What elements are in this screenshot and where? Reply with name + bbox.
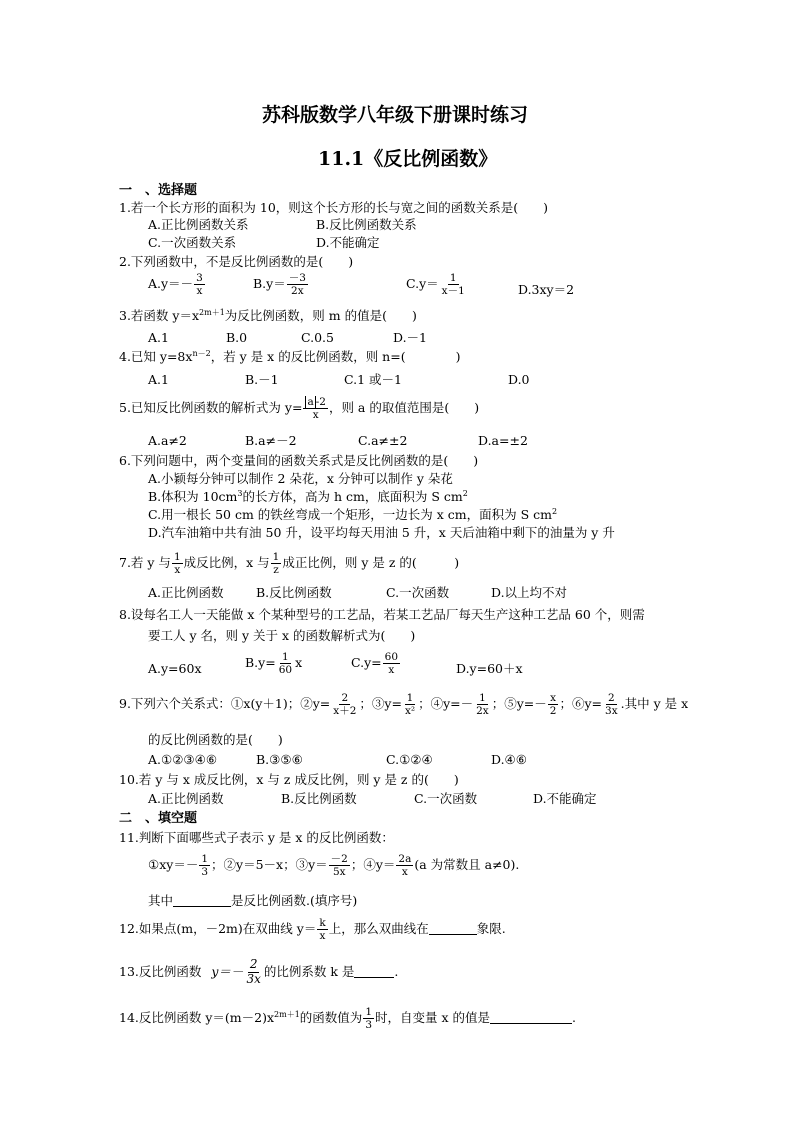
q12-blank[interactable]	[429, 922, 477, 935]
page-subtitle: 11.1《反比例函数》	[318, 148, 498, 170]
q3-option-a: A.1	[148, 330, 169, 345]
q5-option-d: D.a=±2	[478, 433, 528, 448]
q10-option-b: B.反比例函数	[281, 791, 357, 806]
q6-option-b: B.体积为 $10cm^3$的长方体，高为 h cm，底面积为 S $cm^2$	[148, 489, 468, 504]
q7-option-a: A.正比例函数	[148, 585, 224, 600]
q14-blank[interactable]	[490, 1011, 572, 1024]
q4-option-a: A.1	[148, 372, 169, 387]
q9-option-c: C.①②④	[386, 752, 433, 767]
q10-option-c: C.一次函数	[414, 791, 478, 806]
q4-option-d: D.0	[508, 372, 530, 387]
q7-option-b: B.反比例函数	[256, 585, 332, 600]
q4-option-c: C.1 或－1	[344, 372, 402, 387]
question-2-stem: 2.下列函数中，不是反比例函数的是( )	[119, 254, 354, 269]
question-14: 14.反比例函数 $y=(m-2)x^{2m+1}$的函数值为 $\frac{1}{3}$ 时，自变量 x 的值是 .	[119, 1006, 576, 1032]
q8-option-a: A.y=60x	[148, 661, 202, 676]
q13-blank[interactable]	[354, 965, 394, 978]
q5-option-a: A.a≠2	[148, 433, 187, 448]
q9-option-d: D.④⑥	[491, 752, 527, 767]
question-1-stem: 1.若一个长方形的面积为 10，则这个长方形的长与宽之间的函数关系是( )	[119, 200, 549, 215]
q8-option-c: C.y= $\frac{60}{x}$	[351, 651, 399, 677]
question-11-stem: 11.判断下面哪些式子表示 y 是 x 的反比例函数：	[119, 830, 394, 845]
question-4-stem: 4.已知 $y=8x^{n-2}$，若 y 是 x 的反比例函数，则 n=( )	[119, 349, 461, 364]
q6-option-a: A.小颖每分钟可以制作 2 朵花，x 分钟可以制作 y 朵花	[148, 471, 453, 486]
q2-option-b: B.y＝ $\frac{-3}{2x}$	[253, 272, 306, 298]
q4-option-b: B.－1	[245, 372, 279, 387]
q11-blank[interactable]	[173, 894, 231, 907]
q2-option-d: D.3xy＝2	[518, 282, 575, 297]
question-13: 13.反比例函数 y＝－ $\frac{2}{3x}$ 的比例系数 k 是 .	[119, 957, 399, 986]
question-6-stem: 6.下列问题中，两个变量间的函数关系式是反比例函数的是( )	[119, 453, 479, 468]
q9-option-a: A.①②③④⑥	[148, 752, 218, 767]
question-8-stem-line2: 要工人 y 名，则 y 关于 x 的函数解析式为( )	[148, 628, 416, 643]
section-heading-fill: 二 、填空题	[119, 811, 198, 826]
q7-option-c: C.一次函数	[386, 585, 450, 600]
section-heading-choice: 一 、选择题	[119, 183, 198, 198]
question-12: 12.如果点(m，－2m)在双曲线 y＝ $\frac{k}{x}$ 上，那么双曲线在 象限.	[119, 917, 506, 943]
q1-option-c: C.一次函数关系	[148, 235, 237, 250]
question-3-stem: 3.若函数 $y=x^{2m+1}$为反比例函数，则 m 的值是( )	[119, 308, 417, 323]
question-7-stem: 7.若 y 与 $\frac{1}{x}$ 成反比例，x 与 $\frac{1}{z}$ 成正比例，则 y 是 z 的( )	[119, 551, 460, 577]
q2-option-a: A.y＝－ $\frac{3}{x}$	[148, 272, 203, 298]
q6-option-d: D.汽车油箱中共有油 50 升，设平均每天用油 5 升，x 天后油箱中剩下的油量为 y 升	[148, 525, 615, 540]
q8-option-b: B.y= $\frac{1}{60}$ x	[245, 651, 303, 677]
q8-option-d: D.y=60＋x	[456, 661, 523, 676]
q3-option-c: C.0.5	[301, 330, 334, 345]
question-9-stem-line2: 的反比例函数的是( )	[148, 732, 283, 747]
q10-option-a: A.正比例函数	[148, 791, 224, 806]
page-title: 苏科版数学八年级下册课时练习	[262, 104, 529, 126]
q5-option-b: B.a≠－2	[245, 433, 297, 448]
question-10-stem: 10.若 y 与 x 成反比例，x 与 z 成反比例，则 y 是 z 的( )	[119, 772, 459, 787]
q9-option-b: B.③⑤⑥	[256, 752, 303, 767]
q3-option-d: D.－1	[393, 330, 428, 345]
question-5-stem: 5.已知反比例函数的解析式为 y= $\frac{a -2}{x}$ ，则 a 的取值范围是( )	[119, 396, 480, 422]
q1-option-b: B.反比例函数关系	[316, 217, 417, 232]
q7-option-d: D.以上均不对	[491, 585, 568, 600]
q1-option-d: D.不能确定	[316, 235, 380, 250]
question-11-expressions: ①xy＝－ $\frac{1}{3}$ ；②y＝5－x；③y＝ $\frac{-2}{5x}$ ；④y＝ $\frac{2a}{x}$ (a 为常数且 a≠0).	[148, 853, 520, 879]
q6-option-c: C.用一根长 50 cm 的铁丝弯成一个矩形，一边长为 x cm，面积为 S $cm^2$	[148, 507, 558, 522]
q10-option-d: D.不能确定	[533, 791, 597, 806]
q2-option-c: C.y＝ $\frac{1}{x-1}$	[406, 272, 465, 298]
question-9-stem: 9.下列六个关系式：①x(y＋1)；②y= $\frac{2}{x+2}$ ；③y= $\frac{1}{\text{x²}}$ ；④y=－ $\frac{1}{2x}$ ；⑤y=－ $\frac{x}{2}$ ；⑥y= $\frac{2}{3x}$ .其中 y 是 x	[119, 692, 689, 718]
question-8-stem-line1: 8.设每名工人一天能做 x 个某种型号的工艺品，若某工艺品厂每天生产这种工艺品 60 个，则需	[119, 607, 645, 622]
q3-option-b: B.0	[226, 330, 248, 345]
question-11-answer-line: 其中 是反比例函数.(填序号)	[148, 893, 358, 908]
q1-option-a: A.正比例函数关系	[148, 217, 249, 232]
q5-option-c: C.a≠±2	[358, 433, 408, 448]
